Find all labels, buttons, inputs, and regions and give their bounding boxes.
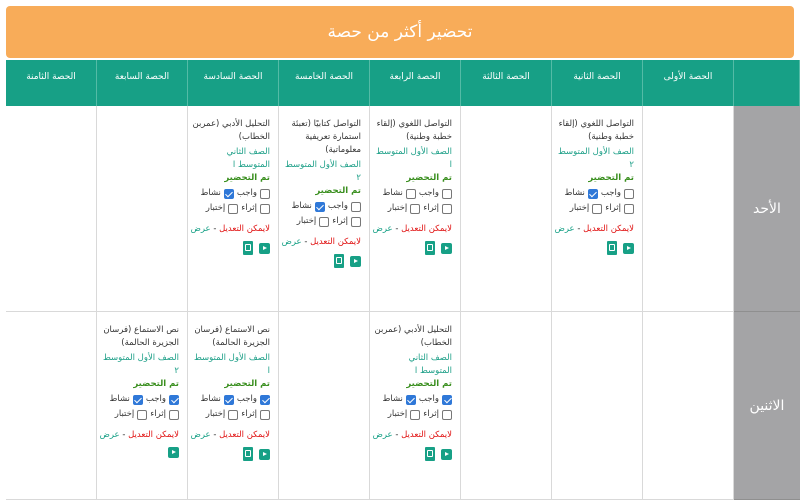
prepared-status: تم التحضير xyxy=(315,186,361,196)
activity-label: نشاط xyxy=(200,394,221,404)
prepared-status: تم التحضير xyxy=(588,173,634,183)
view-link[interactable]: عرض xyxy=(372,430,393,440)
activity-label: نشاط xyxy=(382,394,403,404)
homework-label: واجب xyxy=(600,188,621,198)
activity-label: نشاط xyxy=(109,394,130,404)
header-period-8: الحصة الثامنة xyxy=(6,60,97,106)
activity-label: نشاط xyxy=(382,188,403,198)
enrichment-checkbox[interactable] xyxy=(624,204,634,214)
lesson-title: التحليل الأدبي (عمربن الخطاب) xyxy=(374,325,452,348)
pdf-icon[interactable] xyxy=(607,241,617,255)
lesson-card xyxy=(552,106,642,255)
play-icon[interactable] xyxy=(259,449,270,460)
test-label: إختبار xyxy=(205,203,226,213)
no-edit-text: لايمكن التعديل xyxy=(128,430,179,440)
class-name: الصف الثاني المتوسط ا xyxy=(408,353,452,376)
enrichment-label: إثراء xyxy=(150,409,166,419)
test-label: إختبار xyxy=(296,216,317,226)
cell-sun-p7[interactable] xyxy=(97,106,188,312)
cell-mon-p6[interactable] xyxy=(188,312,279,500)
lesson-title: التواصل اللغوي (إلقاء خطبة وطنية) xyxy=(558,119,634,142)
day-label-sunday: الأحد xyxy=(734,106,800,312)
view-link[interactable]: عرض xyxy=(372,224,393,234)
enrichment-checkbox[interactable] xyxy=(169,410,179,420)
activity-checkbox[interactable] xyxy=(224,395,234,405)
cell-mon-p1[interactable] xyxy=(643,312,734,500)
class-name: الصف الأول المتوسط ا xyxy=(375,147,452,170)
separator: - xyxy=(392,430,402,440)
enrichment-label: إثراء xyxy=(423,409,439,419)
header-corner xyxy=(734,60,800,106)
no-edit-text: لايمكن التعديل xyxy=(401,224,452,234)
cell-mon-p4[interactable] xyxy=(370,312,461,500)
header-period-6: الحصة السادسة xyxy=(188,60,279,106)
play-icon[interactable] xyxy=(168,447,179,458)
cell-mon-p8[interactable] xyxy=(6,312,97,500)
activity-checkbox[interactable] xyxy=(133,395,143,405)
enrichment-checkbox[interactable] xyxy=(260,410,270,420)
prepared-status: تم التحضير xyxy=(133,379,179,389)
activity-checkbox[interactable] xyxy=(406,395,416,405)
test-checkbox[interactable] xyxy=(592,204,602,214)
homework-label: واجب xyxy=(145,394,166,404)
class-name: الصف الأول المتوسط ٢ xyxy=(557,147,634,170)
activity-label: نشاط xyxy=(291,201,312,211)
test-checkbox[interactable] xyxy=(410,410,420,420)
play-icon[interactable] xyxy=(259,243,270,254)
pdf-icon[interactable] xyxy=(243,447,253,461)
activity-checkbox[interactable] xyxy=(224,189,234,199)
page-title: تحضير أكثر من حصة xyxy=(327,22,473,42)
cell-mon-p7[interactable] xyxy=(97,312,188,500)
pdf-icon[interactable] xyxy=(243,241,253,255)
play-icon[interactable] xyxy=(350,256,361,267)
enrichment-checkbox[interactable] xyxy=(442,410,452,420)
day-label-monday: الاثنين xyxy=(734,312,800,500)
homework-checkbox[interactable] xyxy=(351,202,361,212)
view-link[interactable]: عرض xyxy=(99,430,120,440)
prepared-status: تم التحضير xyxy=(406,379,452,389)
cell-sun-p1[interactable] xyxy=(643,106,734,312)
separator: - xyxy=(119,430,129,440)
separator: - xyxy=(210,224,220,234)
play-icon[interactable] xyxy=(623,243,634,254)
homework-checkbox[interactable] xyxy=(442,189,452,199)
lesson-card xyxy=(188,106,278,255)
test-label: إختبار xyxy=(387,409,408,419)
no-edit-text: لايمكن التعديل xyxy=(583,224,634,234)
prepared-status: تم التحضير xyxy=(224,379,270,389)
separator: - xyxy=(392,224,402,234)
enrichment-label: إثراء xyxy=(605,203,621,213)
lesson-card xyxy=(370,106,460,255)
activity-checkbox[interactable] xyxy=(315,202,325,212)
view-link[interactable]: عرض xyxy=(281,237,302,247)
homework-label: واجب xyxy=(418,394,439,404)
test-label: إختبار xyxy=(569,203,590,213)
test-label: إختبار xyxy=(205,409,226,419)
cell-sun-p8[interactable] xyxy=(6,106,97,312)
header-period-1: الحصة الأولى xyxy=(643,60,734,106)
test-checkbox[interactable] xyxy=(410,204,420,214)
play-icon[interactable] xyxy=(441,449,452,460)
prepared-status: تم التحضير xyxy=(224,173,270,183)
lesson-title: التحليل الأدبي (عمربن الخطاب) xyxy=(192,119,270,142)
pdf-icon[interactable] xyxy=(334,254,344,268)
cell-mon-p3[interactable] xyxy=(461,312,552,500)
header-period-3: الحصة الثالثة xyxy=(461,60,552,106)
separator: - xyxy=(301,237,311,247)
activity-label: نشاط xyxy=(200,188,221,198)
class-name: الصف الأول المتوسط ٢ xyxy=(284,160,361,183)
view-link[interactable]: عرض xyxy=(190,224,211,234)
homework-label: واجب xyxy=(236,188,257,198)
activity-label: نشاط xyxy=(564,188,585,198)
test-checkbox[interactable] xyxy=(137,410,147,420)
homework-checkbox[interactable] xyxy=(260,189,270,199)
play-icon[interactable] xyxy=(441,243,452,254)
enrichment-label: إثراء xyxy=(241,203,257,213)
class-name: الصف الأول المتوسط ٢ xyxy=(102,353,179,376)
cell-mon-p2[interactable] xyxy=(552,312,643,500)
class-name: الصف الأول المتوسط ا xyxy=(193,353,270,376)
separator: - xyxy=(574,224,584,234)
lesson-title: نص الاستماع (فرسان الجزيرة الحالمة) xyxy=(194,325,270,348)
activity-checkbox[interactable] xyxy=(406,189,416,199)
view-link[interactable]: عرض xyxy=(554,224,575,234)
homework-label: واجب xyxy=(236,394,257,404)
test-checkbox[interactable] xyxy=(319,217,329,227)
test-label: إختبار xyxy=(387,203,408,213)
cell-sun-p5[interactable] xyxy=(279,106,370,312)
schedule-table xyxy=(6,60,800,500)
pdf-icon[interactable] xyxy=(425,447,435,461)
class-name: الصف الثاني المتوسط ا xyxy=(226,147,270,170)
separator: - xyxy=(210,430,220,440)
lesson-title: التواصل كتابيًا (تعبئة استمارة تعريفية معلوماتية) xyxy=(291,119,361,155)
homework-checkbox[interactable] xyxy=(260,395,270,405)
enrichment-label: إثراء xyxy=(332,216,348,226)
header-period-2: الحصة الثانية xyxy=(552,60,643,106)
cell-sun-p3[interactable] xyxy=(461,106,552,312)
lesson-title: نص الاستماع (فرسان الجزيرة الحالمة) xyxy=(103,325,179,348)
cell-mon-p5[interactable] xyxy=(279,312,370,500)
no-edit-text: لايمكن التعديل xyxy=(219,430,270,440)
pdf-icon[interactable] xyxy=(425,241,435,255)
homework-label: واجب xyxy=(418,188,439,198)
header-period-7: الحصة السابعة xyxy=(97,60,188,106)
test-checkbox[interactable] xyxy=(228,410,238,420)
lesson-card xyxy=(370,312,460,461)
enrichment-label: إثراء xyxy=(423,203,439,213)
enrichment-label: إثراء xyxy=(241,409,257,419)
homework-label: واجب xyxy=(327,201,348,211)
lesson-card xyxy=(188,312,278,461)
enrichment-checkbox[interactable] xyxy=(260,204,270,214)
prepared-status: تم التحضير xyxy=(406,173,452,183)
cell-sun-p2[interactable] xyxy=(552,106,643,312)
lesson-card xyxy=(97,312,187,458)
cell-sun-p6[interactable] xyxy=(188,106,279,312)
header-period-5: الحصة الخامسة xyxy=(279,60,370,106)
no-edit-text: لايمكن التعديل xyxy=(219,224,270,234)
homework-checkbox[interactable] xyxy=(624,189,634,199)
view-link[interactable]: عرض xyxy=(190,430,211,440)
header-period-4: الحصة الرابعة xyxy=(370,60,461,106)
enrichment-checkbox[interactable] xyxy=(351,217,361,227)
test-label: إختبار xyxy=(114,409,135,419)
lesson-title: التواصل اللغوي (إلقاء خطبة وطنية) xyxy=(376,119,452,142)
cell-sun-p4[interactable] xyxy=(370,106,461,312)
page-title-bar xyxy=(6,6,794,58)
enrichment-checkbox[interactable] xyxy=(442,204,452,214)
no-edit-text: لايمكن التعديل xyxy=(310,237,361,247)
test-checkbox[interactable] xyxy=(228,204,238,214)
homework-checkbox[interactable] xyxy=(442,395,452,405)
activity-checkbox[interactable] xyxy=(588,189,598,199)
lesson-card xyxy=(279,106,369,268)
no-edit-text: لايمكن التعديل xyxy=(401,430,452,440)
homework-checkbox[interactable] xyxy=(169,395,179,405)
